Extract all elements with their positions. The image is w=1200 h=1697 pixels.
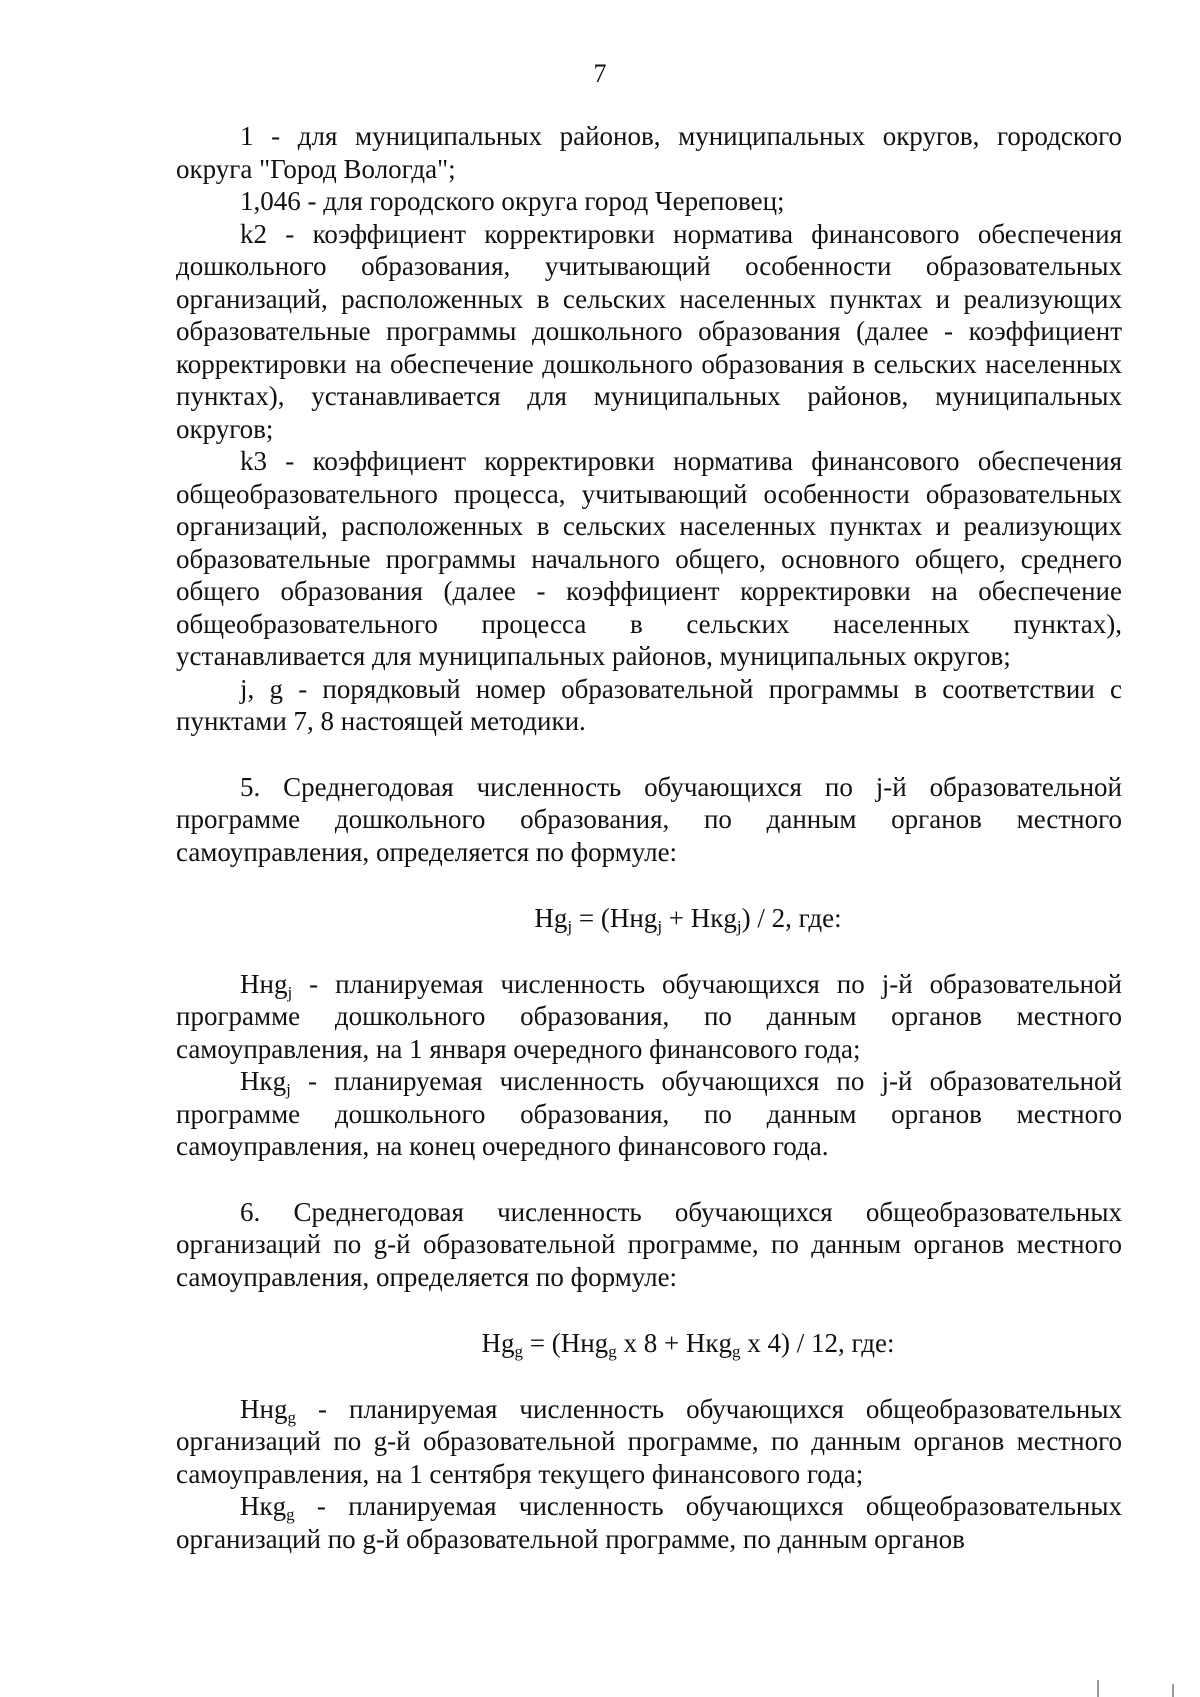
document-body bbox=[176, 120, 1122, 1555]
text-run: - планируемая численность обучающихся по j-й образовательной программе дошкольного образования, по данным органов местного самоуправления, на 1 января очередного финансового года; bbox=[176, 968, 1122, 1064]
subscript: g bbox=[608, 1341, 617, 1361]
paragraph: 6. Среднегодовая численность обучающихся общеобразовательных организаций по g-й образовательной программе, по данным органов местного самоуправления, определяется по формуле: bbox=[176, 1196, 1122, 1292]
subscript: g bbox=[732, 1341, 741, 1361]
text-run: - планируемая численность обучающихся общеобразовательных организаций по g-й образовательной программе, по данным органов bbox=[176, 1491, 1122, 1554]
paragraph: 1 - для муниципальных районов, муниципальных округов, городского округа "Город Вологда"; bbox=[176, 121, 1122, 184]
paragraph: k2 - коэффициент корректировки норматива финансового обеспечения дошкольного образования, учитывающий особенности образовательных организаций, расположенных в сельских населенных пунктах и реализующих образовательные программы дошкольного образования (далее - коэффициент корректировки на обеспечение дошкольного образования в сельских населенных пунктах), устанавливается для муниципальных районов, муниципальных округов; bbox=[176, 218, 1122, 444]
text-run: x 4) / 12, где: bbox=[740, 1328, 895, 1358]
text-run: Hнg bbox=[240, 968, 288, 999]
text-run: Hg bbox=[534, 903, 568, 933]
text-run: = (Hнg bbox=[523, 1328, 609, 1358]
formula bbox=[176, 902, 1122, 935]
paragraph bbox=[176, 1490, 1122, 1555]
text-run: - планируемая численность обучающихся общеобразовательных организаций по g-й образовательной программе, по данным органов местного самоуправления, на 1 сентября текущего финансового года; bbox=[176, 1393, 1122, 1489]
text-run: Hкg bbox=[240, 1066, 287, 1096]
subscript: j bbox=[567, 916, 573, 936]
subscript: g bbox=[287, 1407, 296, 1427]
text-run: Hкg bbox=[240, 1491, 287, 1521]
formula bbox=[176, 1327, 1122, 1360]
scan-edge-mark bbox=[1172, 1684, 1174, 1697]
text-run: x 8 + Hкg bbox=[616, 1328, 733, 1358]
text-run: = (Hнg bbox=[572, 903, 658, 933]
paragraph: k3 - коэффициент корректировки норматива финансового обеспечения общеобразовательного процесса, учитывающий особенности образовательных организаций, расположенных в сельских населенных пунктах и реализующих образовательные программы начального общего, основного общего, среднего общего образования (далее - коэффициент корректировки на обеспечение общеобразовательного процесса в сельских населенных пунктах), устанавливается для муниципальных районов, муниципальных округов; bbox=[176, 446, 1122, 671]
subscript: j bbox=[657, 916, 663, 936]
scan-edge-mark bbox=[1097, 1680, 1099, 1697]
text-run: Hg bbox=[481, 1328, 515, 1358]
page-number: 7 bbox=[593, 59, 607, 88]
text-run: + Hкg bbox=[662, 903, 737, 933]
subscript: j bbox=[287, 982, 293, 1002]
text-run: - планируемая численность обучающихся по j-й образовательной программе дошкольного образования, по данным органов местного самоуправления, на конец очередного финансового года. bbox=[176, 1066, 1122, 1161]
paragraph: 5. Среднегодовая численность обучающихся по j-й образовательной программе дошкольного образования, по данным органов местного самоуправления, определяется по формуле: bbox=[176, 771, 1122, 867]
subscript: g bbox=[286, 1504, 295, 1524]
paragraph bbox=[176, 1393, 1122, 1491]
text-run: Hнg bbox=[240, 1393, 288, 1424]
paragraph bbox=[176, 968, 1122, 1066]
subscript: j bbox=[736, 916, 742, 936]
paragraph: j, g - порядковый номер образовательной программы в соответствии с пунктами 7, 8 настоящей методики. bbox=[176, 673, 1122, 736]
subscript: j bbox=[286, 1079, 291, 1099]
text-run: ) / 2, где: bbox=[741, 903, 842, 933]
subscript: g bbox=[514, 1341, 524, 1361]
paragraph: 1,046 - для городского округа город Череповец; bbox=[240, 186, 785, 216]
paragraph bbox=[176, 1065, 1122, 1163]
